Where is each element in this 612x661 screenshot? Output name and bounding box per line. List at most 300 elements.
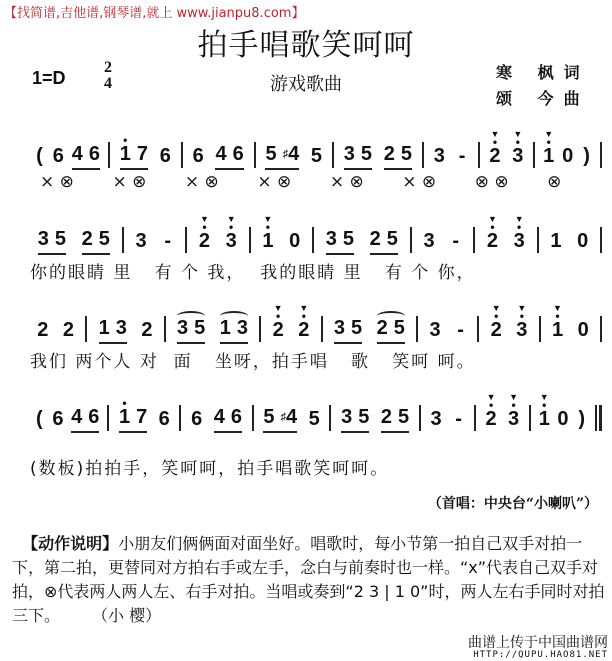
measure — [479, 304, 538, 344]
final-barline — [595, 405, 602, 431]
note-digit: 5 — [358, 406, 370, 428]
note — [577, 230, 588, 252]
note-group — [199, 215, 210, 255]
note — [136, 406, 147, 428]
note-group — [226, 215, 237, 255]
note-digit: 2 — [380, 406, 392, 428]
accent-icon: ▼ — [509, 392, 519, 402]
note-group — [557, 408, 568, 433]
accent-icon: ▼ — [544, 129, 554, 139]
note-group — [516, 304, 527, 344]
note — [141, 319, 152, 341]
beamed-note-group — [344, 143, 372, 170]
note — [99, 317, 110, 339]
note-digit: 3 — [423, 230, 435, 252]
note — [543, 130, 554, 167]
note — [159, 408, 170, 430]
high-octave-dot-icon: • — [515, 135, 520, 149]
measure — [418, 319, 477, 344]
note-digit: 5 — [386, 228, 398, 250]
barline — [600, 316, 602, 342]
note-digit: 3 — [333, 317, 346, 339]
note — [398, 406, 409, 428]
high-octave-dot-icon: • — [202, 220, 207, 234]
note-group — [578, 319, 589, 344]
note-digit: 1 — [262, 230, 274, 252]
note — [72, 143, 83, 165]
measure — [26, 228, 122, 255]
beamed-note-group — [384, 143, 412, 170]
note-digit: 3 — [508, 408, 520, 430]
note-digit: 0 — [562, 145, 574, 167]
note — [118, 396, 131, 428]
accent-icon: ▼ — [539, 392, 549, 402]
note — [370, 228, 381, 250]
beamed-note-group — [215, 143, 243, 170]
note — [160, 145, 171, 167]
note — [401, 143, 412, 165]
note-group — [576, 408, 587, 433]
note-digit: 2 — [272, 319, 284, 341]
note-digit: 2 — [383, 143, 395, 165]
dash-extension — [457, 145, 468, 167]
measure — [475, 215, 536, 255]
note — [136, 230, 147, 252]
note — [431, 408, 442, 430]
clap-mark: × ⊗ — [40, 172, 74, 192]
lyrics-line-2: 我们 两个人 对 面 坐呀，拍手唱 歌 笑呵 呵。 — [30, 352, 476, 372]
instructions-text: 小朋友们俩俩面对面坐好。唱歌时，每小节第一拍自己双手对拍一下，第二拍，更替同对方拍右手或左手，念白与前奏时也一样。“x”代表自己双手对拍，⊗代表两人两人左、右手对拍。当唱或奏到“2 3 | 1 0”时，两人左右手同时对拍三下。 — [12, 534, 605, 625]
note — [199, 215, 210, 252]
note — [55, 228, 66, 250]
note-digit: 0 — [289, 230, 301, 252]
note-digit: 3 — [513, 230, 525, 252]
high-octave-dot-icon: • — [490, 220, 495, 234]
accent-icon: ▼ — [553, 303, 562, 313]
accent-icon: ▼ — [273, 303, 283, 313]
measure — [334, 143, 422, 170]
note-digit: 3 — [115, 317, 127, 339]
measure — [251, 215, 312, 255]
note-digit: 2 — [141, 319, 153, 341]
note-group — [487, 215, 498, 255]
note — [191, 408, 202, 430]
note — [82, 228, 93, 250]
note-digit: 1 — [118, 406, 131, 428]
beamed-note-group — [341, 406, 369, 433]
note — [552, 304, 563, 341]
note-group — [512, 130, 523, 170]
beamed-note-group — [72, 143, 100, 170]
note-digit: 6 — [191, 408, 203, 430]
instructions — [12, 532, 606, 628]
note-group — [37, 319, 48, 344]
note — [63, 319, 74, 341]
note-digit: 5 — [194, 317, 206, 339]
beamed-note-group — [119, 133, 148, 170]
note-digit: 2 — [81, 228, 93, 250]
note — [137, 143, 148, 165]
note-digit: 3 — [225, 230, 237, 252]
note-digit: 0 — [577, 230, 589, 252]
note-group — [309, 408, 320, 433]
note — [326, 228, 337, 250]
note-digit: 2 — [369, 228, 381, 250]
genre-label: 游戏歌曲 — [270, 74, 342, 95]
measure — [254, 406, 330, 433]
clap-marks-row — [40, 172, 600, 192]
parenthesis — [576, 408, 587, 430]
watermark-title: 曲谱上传于中国曲谱网 — [468, 635, 608, 651]
note-digit: 5 — [263, 406, 275, 428]
clap-mark: × ⊗ — [329, 172, 364, 192]
beamed-note-group — [334, 317, 362, 344]
note-digit: 3 — [37, 228, 49, 250]
note-digit: 2 — [198, 230, 210, 252]
high-octave-dot-icon: • — [276, 309, 281, 323]
note-digit: 3 — [341, 406, 353, 428]
note-group — [543, 130, 554, 170]
beamed-note-group — [118, 396, 148, 433]
beamed-note-group — [99, 317, 127, 344]
note — [508, 393, 519, 430]
note-digit: 1 — [219, 317, 231, 339]
note-digit: 0 — [557, 408, 569, 430]
note-digit: 5 — [351, 317, 363, 339]
note — [88, 406, 99, 428]
note-digit: ( — [36, 145, 43, 167]
note-group — [514, 215, 525, 255]
beamed-note-group — [71, 406, 99, 433]
note-group — [453, 408, 464, 433]
note-digit: 2 — [62, 319, 75, 341]
note-group — [162, 230, 173, 255]
parenthesis — [581, 145, 592, 167]
measure — [166, 317, 260, 344]
note-digit: 6 — [88, 143, 100, 165]
note-digit: 3 — [516, 319, 528, 341]
note — [116, 317, 127, 339]
note — [361, 143, 372, 165]
note — [231, 406, 242, 428]
note — [394, 317, 405, 339]
note-group — [193, 145, 204, 170]
note-digit: 3 — [512, 145, 524, 167]
note-group — [491, 304, 502, 344]
clap-mark: × ⊗ — [257, 172, 292, 192]
note-group — [508, 393, 519, 433]
beamed-note-group — [265, 143, 299, 170]
note-digit: 3 — [343, 143, 355, 165]
beamed-note-group — [381, 406, 409, 433]
accent-icon: ▼ — [514, 214, 524, 224]
accent-icon: ▼ — [490, 129, 500, 139]
measure — [331, 406, 418, 433]
note-group — [289, 230, 300, 255]
note-group — [434, 145, 445, 170]
beamed-note-group — [82, 228, 110, 255]
high-octave-dot-icon: • — [519, 309, 524, 323]
instructions-label: 【动作说明】 — [22, 534, 119, 553]
clap-mark: ⊗ ⊗ — [474, 172, 509, 192]
note-digit: 5 — [308, 408, 320, 430]
note — [384, 143, 395, 165]
lyricist: 寒 枫词 — [496, 63, 590, 82]
note — [262, 215, 273, 252]
measure — [421, 408, 474, 433]
high-octave-dot-icon: • — [265, 220, 270, 234]
note-group — [457, 145, 468, 170]
note — [489, 130, 500, 167]
note — [387, 228, 398, 250]
note-digit: 3 — [135, 230, 147, 252]
note-digit: 4 — [71, 406, 83, 428]
composer: 颂 今曲 — [496, 89, 590, 108]
note-digit: 5 — [310, 145, 323, 167]
note-digit: 3 — [433, 145, 445, 167]
note-digit: - — [455, 408, 462, 430]
note-digit: - — [452, 230, 460, 252]
high-octave-dot-icon: • — [123, 133, 128, 147]
high-octave-dot-icon: • — [494, 309, 499, 323]
note-group — [136, 230, 147, 255]
note-group — [550, 230, 561, 255]
note — [491, 304, 502, 341]
note-group — [431, 408, 442, 433]
note-digit: 2 — [376, 317, 388, 339]
note-group — [562, 145, 573, 170]
note-group — [577, 230, 588, 255]
note — [381, 406, 392, 428]
note — [119, 133, 131, 165]
note — [193, 145, 204, 167]
note-digit: ♯4 — [280, 406, 298, 428]
note — [38, 228, 49, 250]
note — [514, 215, 525, 252]
note — [487, 215, 498, 252]
time-signature — [104, 60, 112, 92]
parenthesis — [34, 145, 45, 167]
note-group — [160, 145, 171, 170]
accent-icon: ▼ — [226, 214, 236, 224]
note-digit: 6 — [232, 143, 244, 165]
note-digit: 7 — [136, 143, 148, 165]
note — [53, 145, 64, 167]
note-group — [53, 145, 64, 170]
measure — [181, 406, 251, 433]
note — [194, 317, 205, 339]
parenthesis — [34, 408, 45, 430]
note-digit: 2 — [298, 319, 310, 341]
note — [273, 304, 284, 341]
watermark-url: HTTP://QUPU.HAO81.NET — [473, 650, 608, 660]
note — [265, 143, 276, 165]
note-digit: 5 — [400, 143, 413, 165]
time-signature-top: 2 — [104, 59, 112, 76]
beamed-note-group — [377, 317, 405, 344]
note-group — [539, 393, 550, 433]
note — [283, 143, 300, 165]
note-digit: 6 — [52, 408, 64, 430]
note-digit: 6 — [230, 406, 242, 428]
note-digit: 5 — [342, 228, 355, 250]
measure — [424, 145, 478, 170]
note-digit: - — [457, 319, 464, 341]
note-digit: 1 — [98, 317, 110, 339]
note-digit: 3 — [429, 319, 441, 341]
note-group — [455, 319, 466, 344]
note-group — [311, 145, 322, 170]
high-octave-dot-icon: • — [229, 220, 234, 234]
note-group — [141, 319, 152, 344]
note — [281, 406, 298, 428]
note — [334, 317, 345, 339]
note-digit: 6 — [158, 408, 170, 430]
time-signature-bottom: 4 — [104, 75, 112, 92]
note-digit: 5 — [265, 143, 277, 165]
measure — [26, 319, 85, 344]
note-digit: 6 — [88, 406, 100, 428]
measure — [124, 230, 185, 255]
accent-icon: ▼ — [486, 392, 496, 402]
note — [578, 319, 589, 341]
accent-icon: ▼ — [263, 214, 273, 224]
dash-extension — [162, 230, 173, 252]
note-digit: 4 — [215, 143, 227, 165]
note — [351, 317, 362, 339]
high-octave-dot-icon: • — [488, 398, 494, 412]
note — [99, 228, 110, 250]
note-group — [191, 408, 202, 433]
note — [263, 406, 274, 428]
measure — [323, 317, 417, 344]
note-digit: 4 — [213, 406, 225, 428]
sharp-icon: ♯ — [282, 148, 289, 160]
note — [344, 143, 355, 165]
note-group — [552, 304, 563, 344]
measure — [110, 133, 181, 170]
high-octave-dot-icon: • — [511, 398, 516, 412]
note — [377, 317, 388, 339]
measure — [314, 228, 410, 255]
high-octave-dot-icon: • — [492, 135, 498, 149]
instructions-author: （小 樱） — [100, 606, 162, 625]
note — [309, 408, 320, 430]
accent-icon: ▼ — [517, 303, 527, 313]
barline — [600, 142, 602, 168]
note-digit: 5 — [54, 228, 67, 250]
note-digit: ) — [583, 145, 590, 167]
accent-icon: ▼ — [299, 303, 309, 313]
measure — [476, 393, 529, 433]
beamed-note-group — [177, 317, 205, 344]
lyrics-line-1: 你的眼睛 里 有 个 我， 我的眼睛 里 有 个 你， — [30, 263, 476, 283]
measure — [26, 406, 107, 433]
measure — [187, 215, 248, 255]
note — [289, 230, 300, 252]
note — [298, 304, 309, 341]
measure — [539, 230, 600, 255]
note-digit: 4 — [71, 143, 83, 165]
beamed-note-group — [38, 228, 66, 255]
score-line-3 — [26, 294, 602, 344]
note-digit: 1 — [551, 319, 564, 341]
note — [424, 230, 435, 252]
note-digit: 5 — [397, 406, 410, 428]
score-line-1 — [26, 120, 602, 170]
note — [562, 145, 573, 167]
clap-mark: × ⊗ — [112, 172, 147, 192]
high-octave-dot-icon: • — [555, 309, 560, 323]
clap-mark: ⊗ — [547, 172, 562, 192]
dash-extension — [453, 408, 464, 430]
dash-extension — [455, 319, 466, 341]
note — [516, 304, 527, 341]
barline — [600, 227, 602, 253]
note-digit: 0 — [577, 319, 589, 341]
score-line-4 — [26, 383, 602, 433]
lyrics-line-3: (数板)拍拍手，笑呵呵，拍手唱歌笑呵呵。 — [30, 459, 390, 479]
accent-icon: ▼ — [487, 214, 497, 224]
note — [177, 317, 188, 339]
note — [71, 406, 82, 428]
note-digit: 6 — [52, 145, 64, 167]
measure — [26, 143, 108, 170]
note-group — [298, 304, 309, 344]
high-octave-dot-icon: • — [301, 309, 306, 323]
measure — [412, 230, 473, 255]
dash-extension — [450, 230, 461, 252]
note-digit: ( — [35, 408, 43, 430]
note-group — [429, 319, 440, 344]
key-signature: 1=D — [32, 68, 66, 88]
measure — [87, 317, 163, 344]
note-digit: 2 — [489, 145, 501, 167]
note — [311, 145, 322, 167]
measure — [480, 130, 534, 170]
beamed-note-group — [220, 317, 248, 344]
note — [557, 408, 568, 430]
measure — [541, 304, 600, 344]
note-group — [52, 408, 63, 433]
measure — [535, 130, 600, 170]
note-digit: - — [164, 230, 172, 252]
clap-mark: × ⊗ — [402, 172, 437, 192]
note-group — [34, 408, 45, 433]
note — [214, 406, 225, 428]
note-digit: 2 — [490, 319, 502, 341]
note — [485, 393, 496, 430]
note-digit: 3 — [325, 228, 337, 250]
beamed-note-group — [214, 406, 242, 433]
note-digit: 3 — [177, 317, 189, 339]
sharp-icon: ♯ — [280, 411, 287, 423]
measure — [261, 304, 320, 344]
note — [539, 393, 550, 430]
measure — [183, 143, 254, 170]
watermark — [468, 636, 608, 660]
high-octave-dot-icon: • — [542, 398, 547, 412]
beamed-note-group — [370, 228, 398, 255]
accent-icon: ▼ — [199, 214, 209, 224]
accent-icon: ▼ — [491, 303, 501, 313]
measure — [109, 396, 179, 433]
note — [434, 145, 445, 167]
note-digit: 2 — [37, 319, 49, 341]
note-digit: 6 — [159, 145, 171, 167]
note — [215, 143, 226, 165]
note — [358, 406, 369, 428]
